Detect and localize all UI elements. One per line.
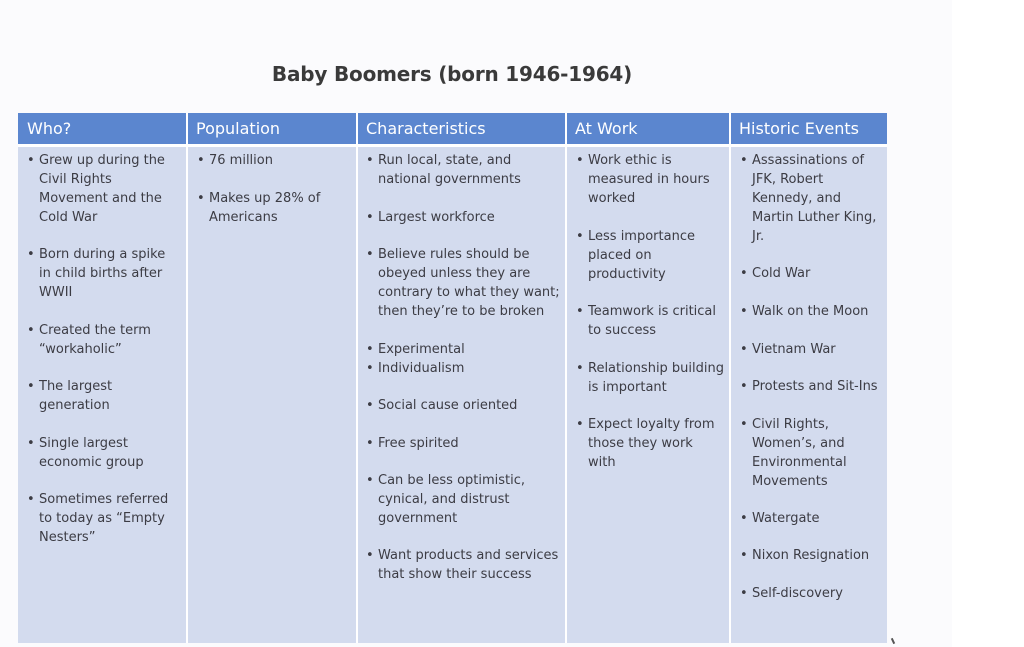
list-item: • Relationship building is important: [576, 361, 725, 395]
list-item-text: Can be less optimistic, cynical, and distrust government: [378, 473, 526, 526]
column-header-population: Population: [196, 119, 281, 138]
list-item: • Vietnam War: [740, 342, 836, 357]
list-item: • Watergate: [740, 511, 820, 526]
column-divider: [186, 113, 188, 643]
list-item-text: 76 million: [209, 153, 273, 168]
list-item: • Grew up during the Civil Rights Movement and the Cold War: [27, 153, 165, 225]
list-item-text: Run local, state, and national governments: [378, 153, 521, 187]
list-item-text: Created the term “workaholic”: [39, 323, 151, 357]
list-item: • Nixon Resignation: [740, 548, 870, 563]
list-item: • Cold War: [740, 266, 811, 281]
list-item: • The largest generation: [27, 379, 113, 413]
list-item-text: Self-discovery: [752, 586, 843, 601]
list-item: • Created the term “workaholic”: [27, 323, 151, 357]
list-item: • Teamwork is critical to success: [576, 304, 717, 338]
list-item: • Run local, state, and national governments: [366, 153, 521, 187]
column-body-population: [197, 147, 349, 643]
list-item-text: Vietnam War: [752, 342, 836, 357]
list-item-text: Nixon Resignation: [752, 548, 870, 563]
list-item: • Born during a spike in child births after WWII: [27, 247, 166, 300]
list-item: • Assassinations of JFK, Robert Kennedy, and Martin Luther King, Jr.: [740, 153, 877, 244]
generation-table: [18, 113, 887, 643]
list-item-text: Assassinations of JFK, Robert Kennedy, and Martin Luther King, Jr.: [752, 153, 877, 244]
list-item-text: Want products and services that show their success: [378, 548, 559, 582]
list-item-text: Makes up 28% of Americans: [209, 191, 321, 225]
column-body-at-work: [576, 147, 728, 643]
page-margin: [952, 0, 1024, 647]
list-item-text: Watergate: [752, 511, 820, 526]
list-item: • Believe rules should be obeyed unless they are contrary to what they want; then they’re to be broken: [366, 247, 560, 319]
list-item-text: Born during a spike in child births after WWII: [39, 247, 166, 300]
list-item: • Want products and services that show their success: [366, 548, 559, 582]
column-header-at-work: At Work: [575, 119, 638, 138]
list-item: • Civil Rights, Women’s, and Environmental Movements: [740, 417, 847, 489]
list-item-text: Sometimes referred to today as “Empty Nesters”: [39, 492, 169, 545]
list-item: • Individualism: [366, 361, 465, 376]
column-header-historic-events: Historic Events: [739, 119, 859, 138]
list-item-text: Walk on the Moon: [752, 304, 869, 319]
list-item-text: Single largest economic group: [39, 436, 144, 470]
list-item: • Single largest economic group: [27, 436, 144, 470]
list-item: • 76 million: [197, 153, 273, 168]
list-item-text: Expect loyalty from those they work with: [588, 417, 715, 470]
list-item-text: Free spirited: [378, 436, 459, 451]
list-item-text: Experimental: [378, 342, 465, 357]
list-item: • Less importance placed on productivity: [576, 229, 695, 282]
list-item-text: Protests and Sit-Ins: [752, 379, 878, 394]
column-header-characteristics: Characteristics: [366, 119, 486, 138]
column-divider: [565, 113, 567, 643]
list-item-text: The largest generation: [39, 379, 113, 413]
list-item-text: Largest workforce: [378, 210, 495, 225]
column-divider: [356, 113, 358, 643]
list-item-text: Individualism: [378, 361, 465, 376]
list-item: • Work ethic is measured in hours worked: [576, 153, 710, 206]
list-item: • Experimental: [366, 342, 465, 357]
column-header-who: Who?: [27, 119, 72, 138]
list-item-text: Cold War: [752, 266, 811, 281]
column-body-who: [27, 147, 179, 643]
list-item: • Sometimes referred to today as “Empty Nesters”: [27, 492, 169, 545]
page-title: Baby Boomers (born 1946-1964): [271, 62, 633, 86]
list-item-text: Civil Rights, Women’s, and Environmental Movements: [752, 417, 847, 489]
list-item-text: Believe rules should be obeyed unless they are contrary to what they want; then they’re to be broken: [378, 247, 560, 319]
column-divider: [729, 113, 731, 643]
list-item: • Free spirited: [366, 436, 459, 451]
list-item-text: Grew up during the Civil Rights Movement and the Cold War: [39, 153, 165, 225]
column-body-characteristics: [366, 147, 563, 643]
list-item-text: Work ethic is measured in hours worked: [588, 153, 710, 206]
list-item-text: Less importance placed on productivity: [588, 229, 695, 282]
list-item: • Expect loyalty from those they work with: [576, 417, 715, 470]
list-item: • Largest workforce: [366, 210, 495, 225]
list-item: • Makes up 28% of Americans: [197, 191, 321, 225]
list-item: • Social cause oriented: [366, 398, 518, 413]
list-item-text: Relationship building is important: [588, 361, 725, 395]
list-item-text: Social cause oriented: [378, 398, 518, 413]
list-item: • Self-discovery: [740, 586, 843, 601]
column-body-historic-events: [740, 147, 882, 643]
list-item: • Walk on the Moon: [740, 304, 869, 319]
list-item: • Can be less optimistic, cynical, and distrust government: [366, 473, 526, 526]
list-item: • Protests and Sit-Ins: [740, 379, 878, 394]
list-item-text: Teamwork is critical to success: [588, 304, 717, 338]
